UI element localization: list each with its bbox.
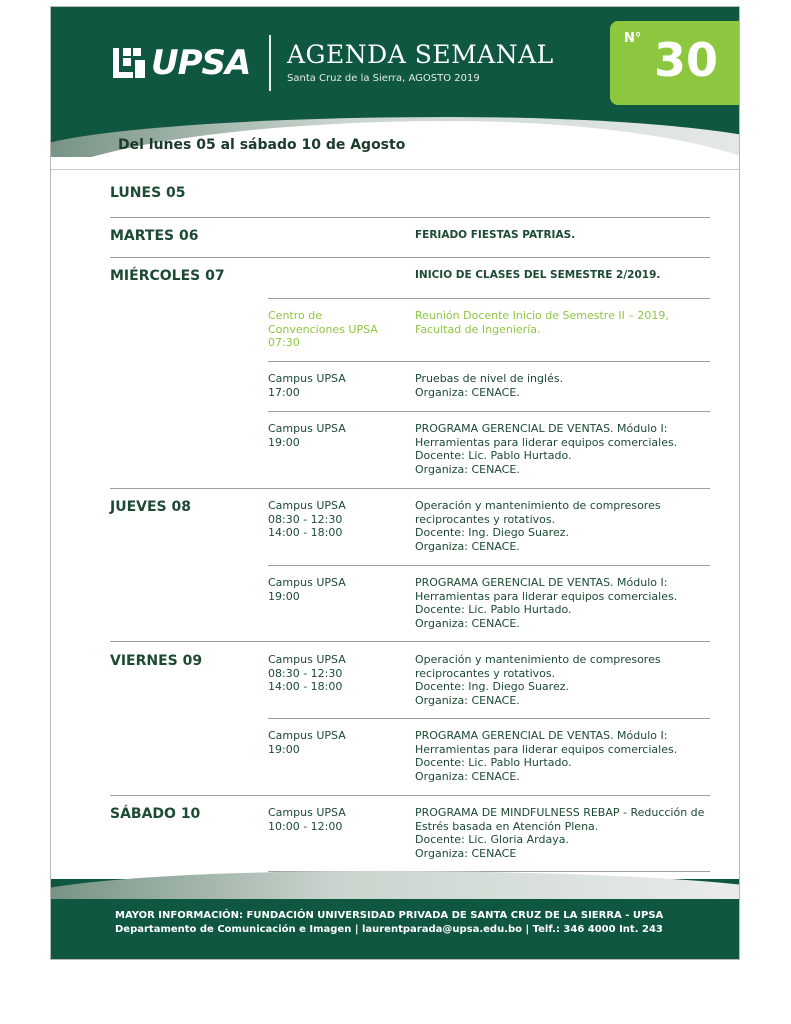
day-martes: MARTES 06: [110, 228, 199, 244]
event-desc: Reunión Docente Inicio de Semestre II – 2019, Facultad de Ingeniería.: [415, 309, 669, 336]
day-miercoles: MIÉRCOLES 07: [110, 268, 225, 284]
event-place: Campus UPSA 17:00: [268, 372, 346, 399]
event-place: Campus UPSA 08:30 - 12:30 14:00 - 18:00: [268, 653, 346, 693]
date-range-divider: [51, 169, 740, 170]
event-place: Campus UPSA 19:00: [268, 422, 346, 449]
event-desc: INICIO DE CLASES DEL SEMESTRE 2/2019.: [415, 269, 661, 281]
event-desc: Operación y mantenimiento de compresores reciprocantes y rotativos. Docente: Ing. Diego Suarez. Organiza: CENACE.: [415, 653, 661, 707]
upsa-logo-mark-icon: [113, 46, 147, 80]
day-jueves: JUEVES 08: [110, 499, 191, 515]
row-divider: [268, 565, 710, 566]
header-divider: [269, 35, 271, 91]
event-desc: Pruebas de nivel de inglés. Organiza: CENACE.: [415, 372, 564, 399]
logo-text: UPSA: [151, 43, 251, 83]
day-sabado: SÁBADO 10: [110, 806, 201, 822]
row-divider: [268, 411, 710, 412]
date-range: Del lunes 05 al sábado 10 de Agosto: [118, 137, 406, 153]
day-lunes: LUNES 05: [110, 185, 186, 201]
page-subtitle: Santa Cruz de la Sierra, AGOSTO 2019: [287, 73, 480, 84]
row-divider: [110, 641, 710, 642]
event-desc: Operación y mantenimiento de compresores reciprocantes y rotativos. Docente: Ing. Diego Suarez. Organiza: CENACE.: [415, 499, 661, 553]
issue-number-badge: [610, 21, 740, 105]
footer-info: MAYOR INFORMACIÓN: FUNDACIÓN UNIVERSIDAD PRIVADA DE SANTA CRUZ DE LA SIERRA - UPSA: [115, 910, 664, 921]
event-desc: PROGRAMA GERENCIAL DE VENTAS. Módulo I: Herramientas para liderar equipos comerciales. Docente: Lic. Pablo Hurtado. Organiza: CENACE.: [415, 576, 678, 630]
event-place: Campus UPSA 10:00 - 12:00: [268, 806, 346, 833]
row-divider: [268, 361, 710, 362]
row-divider: [110, 257, 710, 258]
row-divider: [110, 488, 710, 489]
row-divider: [268, 718, 710, 719]
event-desc: PROGRAMA GERENCIAL DE VENTAS. Módulo I: Herramientas para liderar equipos comerciales. Docente: Lic. Pablo Hurtado. Organiza: CENACE.: [415, 729, 678, 783]
agenda-page: [50, 6, 740, 960]
issue-number-symbol: N°: [624, 31, 642, 46]
event-place: Centro de Convenciones UPSA 07:30: [268, 309, 378, 349]
footer-wave-shade: [50, 871, 740, 899]
issue-number: 30: [654, 33, 719, 87]
event-desc: PROGRAMA DE MINDFULNESS REBAP - Reducción de Estrés basada en Atención Plena. Docente: Lic. Gloria Ardaya. Organiza: CENACE: [415, 806, 705, 860]
event-place: Campus UPSA 19:00: [268, 576, 346, 603]
event-place: Campus UPSA 08:30 - 12:30 14:00 - 18:00: [268, 499, 346, 539]
page-title: AGENDA SEMANAL: [287, 40, 554, 69]
row-divider: [268, 298, 710, 299]
upsa-logo: [113, 41, 250, 85]
row-divider: [110, 217, 710, 218]
row-divider: [110, 795, 710, 796]
event-desc: PROGRAMA GERENCIAL DE VENTAS. Módulo I: Herramientas para liderar equipos comerciales. Docente: Lic. Pablo Hurtado. Organiza: CENACE.: [415, 422, 678, 476]
day-viernes: VIERNES 09: [110, 653, 203, 669]
footer-contact: Departamento de Comunicación e Imagen | laurentparada@upsa.edu.bo | Telf.: 346 4000 Int. 243: [115, 924, 663, 935]
event-place: Campus UPSA 19:00: [268, 729, 346, 756]
event-desc: FERIADO FIESTAS PATRIAS.: [415, 229, 576, 241]
